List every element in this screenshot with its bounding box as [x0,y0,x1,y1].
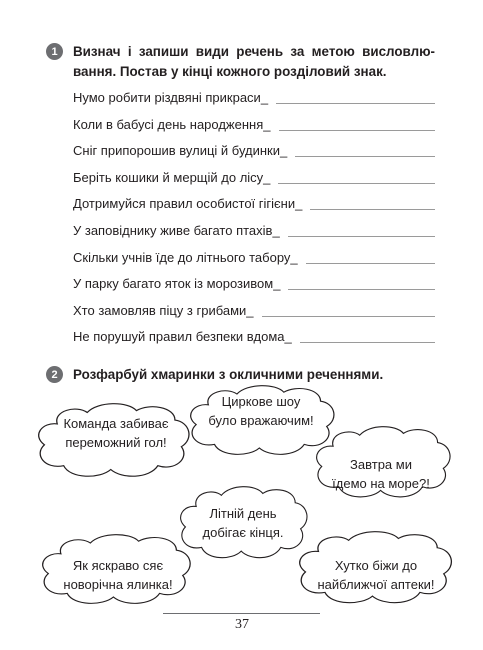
sentence-text: Сніг припорошив вулиці й будинки_ [73,143,288,159]
page-number: 37 [235,617,249,632]
sentence-text: Дотримуйся правил особистої гігієни_ [73,196,303,212]
sentence-text: Коли в бабусі день народження_ [73,116,271,132]
cloud-1-line-2: переможний гол! [65,435,167,450]
answer-line[interactable] [276,103,435,104]
cloud-2-line-1: Циркове шоу [221,394,301,409]
task-2-number: 2 [51,368,58,381]
cloud-3-line-2: їдемо на море?! [332,476,430,491]
cloud-3-text [320,455,442,493]
answer-line[interactable] [295,156,435,157]
sentence-text: Не порушуй правил безпеки вдома_ [73,329,292,345]
sentence-text: Нумо робити різдвяні прикраси_ [73,90,269,105]
sentence-text: У заповіднику живе багато птахів_ [73,223,280,238]
sentence-row [73,88,435,108]
sentence-text: Скільки учнів їде до літнього табору_ [73,249,298,265]
sentence-row [73,301,435,321]
sentence-row [73,141,435,161]
cloud-6-text [306,556,446,594]
sentence-text: У парку багато яток із морозивом_ [73,276,281,292]
answer-line[interactable] [310,209,435,210]
cloud-1-line-1: Команда забиває [63,416,169,431]
task-1-instruction: Визнач і запиши види речень за метою висловлю-вання. Постав у кінці кожного розділовий знак. [73,44,435,79]
answer-line[interactable] [262,316,435,317]
sentence-row [73,115,435,135]
answer-line[interactable] [278,183,435,184]
cloud-1-text [50,414,182,452]
cloud-2-line-2: було вражаючим! [208,413,314,428]
sentence-row [73,248,435,268]
sentence-text: Хто замовляв піцу з грибами_ [73,302,254,318]
cloud-6-line-1: Хутко біжи до [334,558,418,573]
cloud-5-text [48,556,188,594]
cloud-4-text [182,504,304,542]
sentence-row [73,327,435,347]
sentence-row [73,274,435,294]
answer-line[interactable] [288,289,435,290]
answer-line[interactable] [279,130,436,131]
task-1-number: 1 [51,45,58,58]
cloud-5-line-1: Як яскраво сяє [72,558,164,573]
answer-line[interactable] [300,342,435,343]
footer-rule [163,613,320,614]
cloud-2-text [196,392,326,430]
sentence-row [73,168,435,188]
sentence-row [73,221,435,241]
task-1-number-badge [46,43,63,60]
cloud-6-line-2: найближчої аптеки! [317,577,435,592]
cloud-4-line-1: Літній день [209,506,277,521]
task-2-instruction: Розфарбуй хмаринки з окличними реченнями. [73,367,384,382]
answer-line[interactable] [306,263,435,264]
sentence-row [73,194,435,214]
sentence-text: Беріть кошики й мерщій до лісу_ [73,169,271,185]
cloud-4-line-2: добігає кінця. [202,525,284,540]
cloud-5-line-2: новорічна ялинка! [63,577,173,592]
answer-line[interactable] [288,236,435,237]
cloud-3-line-1: Завтра ми [350,457,412,472]
